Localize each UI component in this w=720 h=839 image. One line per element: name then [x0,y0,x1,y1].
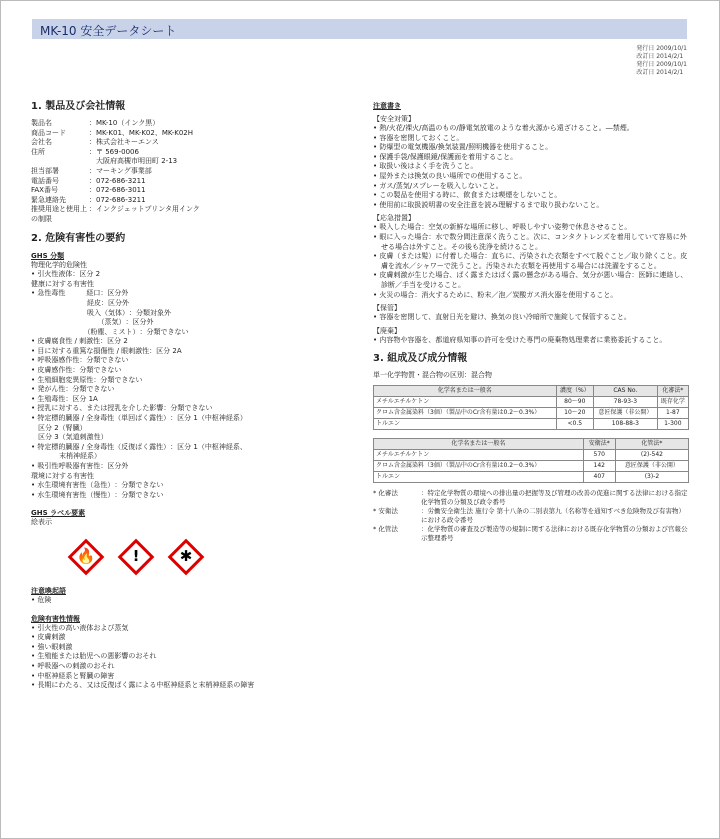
table-cell: 108-88-3 [594,418,658,429]
hazard-item: • 引火性の高い液体および蒸気 [31,623,129,632]
hazard-statements [31,624,349,691]
column-header: CAS No. [594,385,658,396]
precaution-item: • 取扱い後はよく手を洗うこと。 [373,162,478,171]
row-label: • 引火性液体 [31,270,73,279]
row-label: • 皮膚感作性 [31,366,73,375]
table-header-row [374,385,689,396]
precaution-item: • 屋外または換気の良い場所での使用すること。 [373,171,527,180]
info-row [31,205,349,224]
row-label: • 特定標的臓器 / 全身毒性（反復ばく露性） [31,442,171,451]
section1-title: 1. 製品及び会社情報 [31,101,126,112]
info-row [31,481,349,491]
column-header: 濃度（%） [556,385,593,396]
row-value: 区分 2（腎臓） [31,423,87,432]
physical-heading: 物理化学的危険性 [31,260,87,269]
row-label: • 水生環境有害性（慢性） [31,490,115,499]
row-value: ：区分 1（中枢神経系、 [170,442,247,451]
row-value: ：分類できない [114,490,164,499]
column-header: 化管法* [615,438,688,449]
row-label: • 発がん性 [31,385,66,394]
row-value: ：MK-10（インク黒） [89,119,160,127]
precaution-item: • この製品を使用する時に、飲食または喫煙をしないこと。 [373,191,562,200]
info-row [31,148,349,158]
info-row [31,138,349,148]
info-row [31,491,349,501]
row-label: * 化審法 [373,488,398,497]
info-row [373,525,689,543]
precaution-item: • 防爆型の電気機器/換気装置/照明機器を使用すること。 [373,143,553,152]
row-value: ：区分 2 [100,337,128,346]
precaution-item: • 皮膚刺激が生じた場合、ばく露またはばく露の懸念がある場合、気分が悪い場合：医師に連絡し、診断／手当を受けること。 [373,271,688,289]
precaution-item: • 皮膚（または髪）に付着した場合：直ちに、汚染された衣類をすべて脱ぐこと／取り除くこと。皮膚を流水／シャワーで洗うこと。汚染された衣類を再使用する場合には洗濯をすること。 [373,252,688,270]
row-value: ：マーキング事業部 [89,166,152,175]
row-label: • 授乳に対する、または授乳を介した影響 [31,404,164,413]
info-row [31,309,349,319]
precaution-item: • 火災の場合：消火するために、粉末／泡／炭酸ガス消火器を使用すること。 [373,290,618,299]
health-heading: 健康に対する有害性 [31,279,94,288]
row-value: ：分類できない [65,385,115,394]
table-cell: 意匠保護（非公開） [594,407,658,418]
table-cell: <0.5 [556,418,593,429]
row-value: ：072-686-3211 [89,176,146,185]
row-label: • 吸引性呼吸器有害性 [31,462,101,470]
row-value: ：072-686-3211 [89,195,146,204]
table-cell: 142 [583,460,615,471]
info-row [31,337,349,347]
safety-heading: 【安全対策】 [373,115,415,123]
health-hazards [31,289,349,471]
law-notes [373,489,689,543]
row-value: 区分 3（気道刺激性） [31,433,108,442]
exclamation-icon: ! [117,538,155,576]
physical-hazards [31,270,349,280]
row-value: ：区分外 [100,289,129,298]
row-value: ：分類できない [72,366,122,375]
row-label: 吸入（気体） [31,308,129,317]
info-row [31,395,349,405]
row-label: （粉塵、ミスト） [31,327,140,336]
row-value: ：MK-K01、MK-K02、MK-K02H [89,128,194,137]
left-column [31,101,349,691]
precaution-item: • 熱/火花/裸火/高温のもの/静電気放電のような着火源から遠ざけること。―禁煙。 [373,124,634,132]
date-line: 改訂日 2014/2/1 [636,69,684,76]
product-info [31,119,349,225]
info-row [31,404,349,414]
precaution-item: • 吸入した場合：空気の新鮮な場所に移し、呼吸しやすい姿勢で休息させること。 [373,223,632,232]
row-label: 推奨用途と使用上の制限 [31,205,87,223]
response-heading: 【応急措置】 [373,214,415,223]
row-label: • 急性毒性 経口 [31,289,101,298]
right-column [373,101,689,543]
row-label: * 安衛法 [373,506,398,515]
composition-table [373,385,689,430]
table-row [374,418,689,429]
row-label [31,157,89,167]
row-value: ：インクジェットプリンタ用インク [89,205,200,214]
table-row [374,460,689,471]
info-row [31,299,349,309]
table-cell: (2)-542 [615,449,688,460]
title-bar [32,19,687,39]
column-header: 化審法* [657,385,688,396]
precaution-item: • ガス/蒸気/スプレーを吸入しないこと。 [373,181,503,190]
date-line: 発行日 2009/10/1 [636,61,687,68]
row-value: ：労働安全衛生法 施行令 第十八条の二別表第九（名称等を通知すべき危険物及び有害物）における政令番号 [421,506,686,524]
issue-dates [636,45,687,77]
table-cell: メチルエチルケトン [374,396,557,407]
date-line: 発行日 2009/10/1 [636,45,687,52]
table-cell: 78-93-3 [594,396,658,407]
table-cell: クロム含金属染料（3価）（製品中のCr含有量は0.2〜0.3%） [374,460,584,471]
row-label: • 水生環境有害性（急性） [31,481,115,490]
row-label: 経皮 [31,298,101,307]
info-row [31,433,349,443]
pictograms [67,538,349,576]
table-cell: 80〜90 [556,396,593,407]
column-header: 安衛法* [583,438,615,449]
info-row [31,289,349,299]
row-value: 大阪府高槻市明田町 2-13 [89,157,178,166]
row-label: • 呼吸器感作性 [31,356,80,365]
row-value: ：072-686-3011 [89,186,146,195]
disposal [373,336,689,346]
row-label: 商品コード [31,128,66,137]
section3-title: 3. 組成及び成分情報 [373,353,468,365]
precaution-item: • 使用前に取扱説明書の安全注意を読み理解するまで取り扱わないこと。 [373,200,604,209]
table-header-row [374,438,689,449]
table-cell: 407 [583,471,615,482]
info-row [31,385,349,395]
table-row [374,407,689,418]
row-value: ：区分外 [100,462,129,470]
info-row [31,186,349,196]
signal-word-heading: 注意喚起語 [31,586,66,595]
table-cell: トルエン [374,471,584,482]
hazard-item: • 長期にわたる、又は反復ばく露による中枢神経系と末梢神経系の障害 [31,681,255,690]
table-row [374,396,689,407]
table-cell: 1-300 [657,418,688,429]
info-row [31,270,349,280]
pictogram-heading: 絵表示 [31,518,52,527]
column-header: 化学名または一般名 [374,385,557,396]
hazard-item: • 強い眼刺激 [31,642,73,651]
info-row [31,462,349,472]
info-row [31,196,349,206]
table-cell: クロム含金属染料（3価）（製品中のCr含有量は0.2〜0.3%） [374,407,557,418]
info-row [31,366,349,376]
signal-word: • 危険 [31,595,52,604]
table-cell: 570 [583,449,615,460]
row-label: FAX番号 [31,186,58,195]
table-cell: メチルエチルケトン [374,449,584,460]
info-row [31,356,349,366]
info-row [31,157,349,167]
table-cell: トルエン [374,418,557,429]
row-value: ：株式会社キーエンス [89,138,159,147]
row-label: 会社名 [31,138,52,147]
row-label: 電話番号 [31,176,59,185]
flame-icon: 🔥 [67,538,105,576]
row-value: ：分類できない [79,356,129,365]
table-cell: 10〜20 [556,407,593,418]
table-cell: 1-87 [657,407,688,418]
precaution-item: • 内容物や容器を、都道府県知事の許可を受けた専門の廃棄物処理業者に業務委託すること。 [373,335,667,344]
precaution-item: • 保護手袋/保護眼鏡/保護面を着用すること。 [373,152,518,161]
row-value: ：区分 2A [149,346,182,355]
info-row [31,424,349,434]
row-label: 緊急連絡先 [31,195,66,204]
info-row [31,443,349,453]
precaution-item: • 容器を密閉して、直射日光を避け、換気の良い冷暗所で施錠して保管すること。 [373,313,631,322]
row-label: • 生殖毒性 [31,394,66,403]
info-row [31,414,349,424]
info-row [31,129,349,139]
info-row [31,119,349,129]
safety-measures [373,124,689,210]
info-row [31,177,349,187]
row-label: • 特定標的臓器 / 全身毒性（単回ばく露性） [31,414,171,423]
info-row [31,376,349,386]
document-title: MK-10 安全データシート [40,24,177,38]
row-value: ：区分外 [125,318,154,327]
table-cell: 意匠保護（非公開） [615,460,688,471]
row-value: ：特定化学物質の環境への排出量の把握等及び管理の改善の促進に関する法律における指定化学物質の分類及び政令番号 [421,488,688,506]
row-value: ：〒 569-0006 [89,147,139,156]
ghs-label-heading: GHS ラベル要素 [31,509,86,518]
row-label: 住所 [31,147,45,156]
row-label: * 化管法 [373,524,398,533]
row-value: ：分類できない [163,404,213,413]
row-value: ：化学物質の審査及び製造等の規制に関する法律における既存化学物質の分類および官報公示整理番号 [421,524,688,542]
info-row [31,167,349,177]
row-value: ：分類対象外 [129,308,171,317]
row-label: （蒸気） [31,318,126,327]
precaution-item: • 眼に入った場合：水で数分間注意深く洗うこと。次に、コンタクトレンズを着用していて容易に外せる場合は外すこと。その後も洗浄を続けること。 [373,232,687,251]
table-cell: (3)-2 [615,471,688,482]
hazard-item: • 生殖能または胎児への悪影響のおそれ [31,652,157,661]
hazard-item: • 呼吸器への刺激のおそれ [31,661,115,670]
env-hazards [31,481,349,500]
info-row [31,318,349,328]
hazard-info-heading: 危険有害性情報 [31,614,80,623]
row-value: ：区分 1（中枢神経系） [170,414,247,423]
row-value: ：区分外 [101,298,129,307]
info-row [373,507,689,525]
row-value: ：分類できない [139,327,189,336]
table-cell: 既存化学 [657,396,688,407]
hazard-item: • 中枢神経系と腎臓の障害 [31,671,115,680]
row-value: ：区分 1A [65,394,98,403]
mixture-note: 単一化学物質・混合物の区別：混合物 [373,371,492,380]
section2-title: 2. 危険有害性の要約 [31,232,126,244]
column-header: 化学名または一般名 [374,438,584,449]
row-label: 製品名 [31,119,52,127]
row-label: • 皮膚腐食性 / 刺激性 [31,337,101,346]
precaution-item: • 容器を密閉しておくこと。 [373,133,464,142]
row-value: ：区分 2 [72,270,101,279]
info-row [31,452,349,462]
row-value: 末梢神経系） [31,452,101,461]
health-hazard-icon: ✱ [167,538,205,576]
row-value: ：分類できない [114,481,164,490]
disposal-heading: 【廃棄】 [373,326,401,335]
storage-heading: 【保管】 [373,304,401,313]
hazard-item: • 皮膚刺激 [31,633,66,642]
row-value: ：分類できない [93,375,143,384]
table-row [374,449,689,460]
storage [373,313,689,323]
table-row [374,471,689,482]
regulation-table [373,438,689,483]
date-line: 改訂日 2014/2/1 [636,53,684,60]
info-row [31,328,349,338]
precaution-heading: 注意書き [373,102,401,110]
ghs-class-heading: GHS 分類 [31,251,65,260]
first-aid [373,223,689,300]
row-label: 担当部署 [31,166,59,175]
row-label: • 目に対する重篤な損傷性 / 眼刺激性 [31,346,150,355]
row-label: • 生殖細胞変異原性 [31,375,94,384]
info-row [373,489,689,507]
env-heading: 環境に対する有害性 [31,471,94,480]
